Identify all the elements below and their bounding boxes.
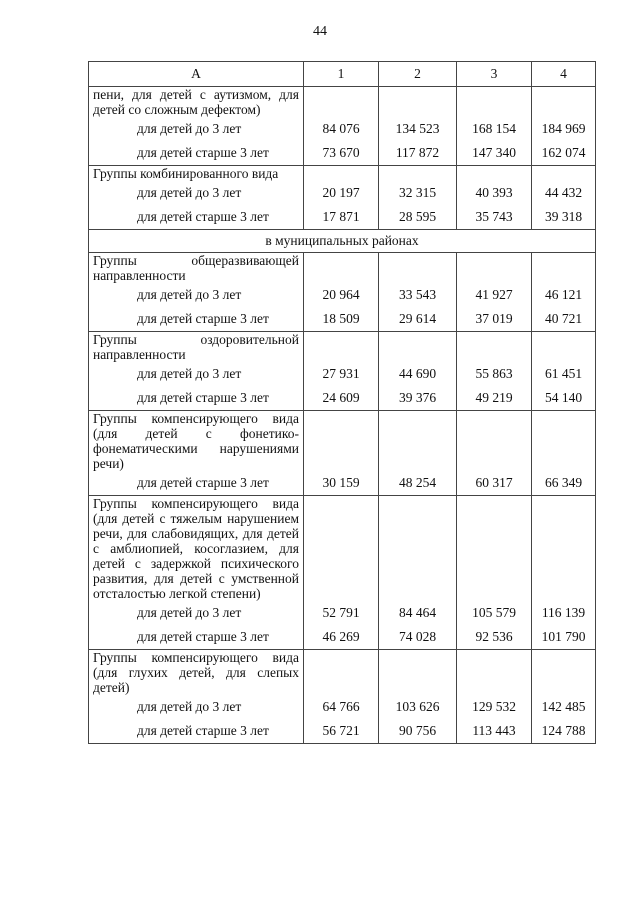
table-row xyxy=(89,181,596,205)
cell-value: 54 140 xyxy=(532,386,596,411)
table-row xyxy=(89,307,596,332)
page-number: 44 xyxy=(313,24,327,39)
category-row xyxy=(89,87,596,118)
section-row xyxy=(89,230,596,253)
table-row xyxy=(89,601,596,625)
row-label: для детей до 3 лет xyxy=(89,601,304,625)
cell-value: 64 766 xyxy=(304,695,379,719)
category-title: Группы компенсирующего вида (для детей с фонетико-фонематическими нарушениями речи) xyxy=(89,411,304,472)
cell-value: 39 318 xyxy=(532,205,596,230)
cell-value: 74 028 xyxy=(379,625,457,650)
category-row xyxy=(89,332,596,363)
table-row xyxy=(89,362,596,386)
row-label: для детей до 3 лет xyxy=(89,181,304,205)
row-label: для детей до 3 лет xyxy=(89,362,304,386)
cell-value: 44 432 xyxy=(532,181,596,205)
cell-value: 129 532 xyxy=(457,695,532,719)
category-title: Группы оздоровительной направленности xyxy=(89,332,304,363)
category-title: Группы общеразвивающей направленности xyxy=(89,253,304,284)
table-row xyxy=(89,719,596,744)
cell-value: 46 269 xyxy=(304,625,379,650)
cell-value: 124 788 xyxy=(532,719,596,744)
cell-value: 28 595 xyxy=(379,205,457,230)
cell-value: 61 451 xyxy=(532,362,596,386)
cell-value: 56 721 xyxy=(304,719,379,744)
section-title: в муниципальных районах xyxy=(89,230,596,253)
cell-value: 46 121 xyxy=(532,283,596,307)
cell-value: 168 154 xyxy=(457,117,532,141)
cell-value: 48 254 xyxy=(379,471,457,496)
cell-value: 66 349 xyxy=(532,471,596,496)
cell-value: 41 927 xyxy=(457,283,532,307)
cell-value: 40 393 xyxy=(457,181,532,205)
column-header: 1 xyxy=(304,62,379,87)
row-label: для детей старше 3 лет xyxy=(89,307,304,332)
row-label: для детей старше 3 лет xyxy=(89,386,304,411)
table-row xyxy=(89,386,596,411)
cell-value: 32 315 xyxy=(379,181,457,205)
row-label: для детей старше 3 лет xyxy=(89,719,304,744)
cell-value: 40 721 xyxy=(532,307,596,332)
table-row xyxy=(89,625,596,650)
cell-value: 92 536 xyxy=(457,625,532,650)
category-title: Группы компенсирующего вида (для детей с тяжелым нарушением речи, для слабовидящих, для детей с амблиопией, косоглазием, для детей с задержкой психического развития, для детей с умственной отсталостью легкой степени) xyxy=(89,496,304,602)
cell-value: 39 376 xyxy=(379,386,457,411)
column-header: А xyxy=(89,62,304,87)
cell-value: 105 579 xyxy=(457,601,532,625)
row-label: для детей до 3 лет xyxy=(89,695,304,719)
cell-value: 24 609 xyxy=(304,386,379,411)
column-header: 2 xyxy=(379,62,457,87)
row-label: для детей старше 3 лет xyxy=(89,471,304,496)
table-row xyxy=(89,205,596,230)
cell-value: 147 340 xyxy=(457,141,532,166)
cell-value: 17 871 xyxy=(304,205,379,230)
cell-value: 60 317 xyxy=(457,471,532,496)
category-row xyxy=(89,650,596,696)
category-row xyxy=(89,166,596,182)
table-row xyxy=(89,117,596,141)
row-label: для детей до 3 лет xyxy=(89,117,304,141)
cell-value: 73 670 xyxy=(304,141,379,166)
cell-value: 84 464 xyxy=(379,601,457,625)
cell-value: 27 931 xyxy=(304,362,379,386)
category-row xyxy=(89,253,596,284)
table-row xyxy=(89,283,596,307)
cell-value: 20 964 xyxy=(304,283,379,307)
category-row xyxy=(89,496,596,602)
column-header: 3 xyxy=(457,62,532,87)
row-label: для детей старше 3 лет xyxy=(89,625,304,650)
category-row xyxy=(89,411,596,472)
row-label: для детей старше 3 лет xyxy=(89,205,304,230)
table-row xyxy=(89,695,596,719)
cell-value: 52 791 xyxy=(304,601,379,625)
row-label: для детей до 3 лет xyxy=(89,283,304,307)
cell-value: 101 790 xyxy=(532,625,596,650)
cell-value: 35 743 xyxy=(457,205,532,230)
category-title: пени, для детей с аутизмом, для детей со сложным дефектом) xyxy=(89,87,304,118)
table-row xyxy=(89,471,596,496)
cell-value: 113 443 xyxy=(457,719,532,744)
cell-value: 162 074 xyxy=(532,141,596,166)
column-header: 4 xyxy=(532,62,596,87)
data-table xyxy=(88,61,596,744)
cell-value: 33 543 xyxy=(379,283,457,307)
row-label: для детей старше 3 лет xyxy=(89,141,304,166)
cell-value: 37 019 xyxy=(457,307,532,332)
cell-value: 49 219 xyxy=(457,386,532,411)
cell-value: 116 139 xyxy=(532,601,596,625)
table-row xyxy=(89,141,596,166)
cell-value: 134 523 xyxy=(379,117,457,141)
category-title: Группы комбинированного вида xyxy=(89,166,304,182)
cell-value: 20 197 xyxy=(304,181,379,205)
cell-value: 184 969 xyxy=(532,117,596,141)
cell-value: 103 626 xyxy=(379,695,457,719)
cell-value: 117 872 xyxy=(379,141,457,166)
header-row xyxy=(89,62,596,87)
cell-value: 55 863 xyxy=(457,362,532,386)
cell-value: 29 614 xyxy=(379,307,457,332)
cell-value: 18 509 xyxy=(304,307,379,332)
cell-value: 90 756 xyxy=(379,719,457,744)
cell-value: 30 159 xyxy=(304,471,379,496)
cell-value: 142 485 xyxy=(532,695,596,719)
category-title: Группы компенсирующего вида (для глухих детей, для слепых детей) xyxy=(89,650,304,696)
cell-value: 84 076 xyxy=(304,117,379,141)
cell-value: 44 690 xyxy=(379,362,457,386)
